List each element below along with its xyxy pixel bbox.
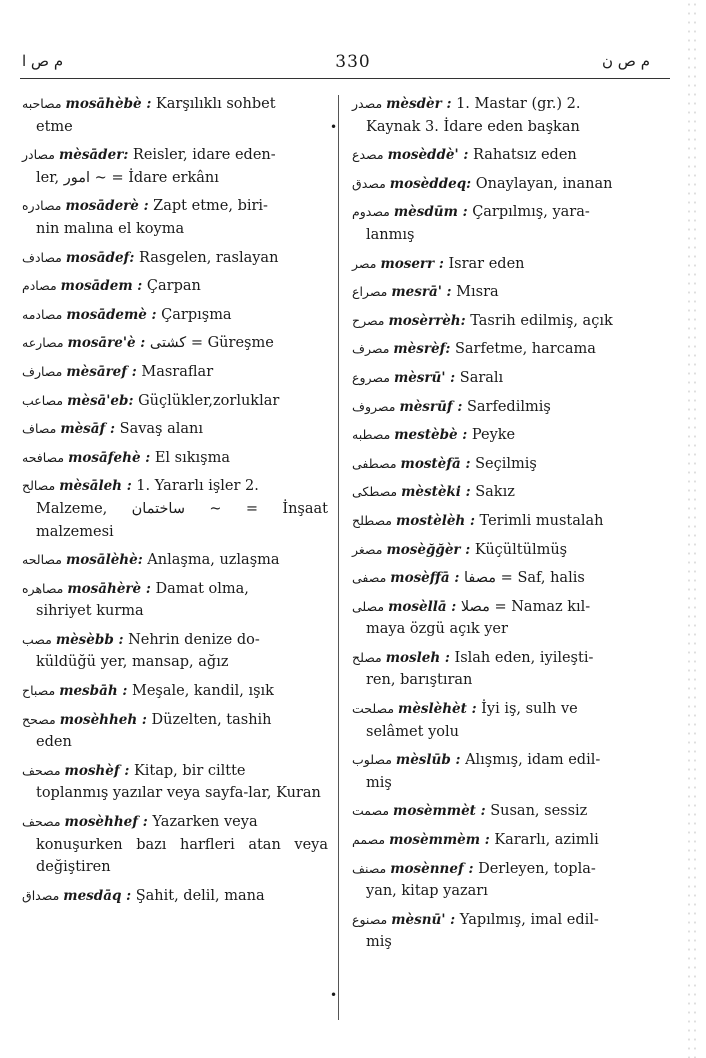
definition: Çarpışma: [161, 306, 232, 323]
definition: Kitap, bir ciltte: [133, 762, 246, 779]
arabic-headword: مصطبه: [352, 427, 391, 443]
transliterated-headword: mosāre'è :: [67, 335, 146, 352]
dictionary-entry: [22, 447, 328, 470]
dictionary-entry: [352, 424, 650, 447]
definition: Savaş alanı: [119, 421, 204, 438]
definition: كشتى = Güreşme: [149, 335, 274, 352]
dictionary-entry: [352, 800, 650, 823]
arabic-headword: مصروع: [352, 369, 390, 385]
arabic-headword: مصداق: [22, 887, 60, 903]
transliterated-headword: mèslèhèt :: [398, 701, 477, 718]
definition: Çarpan: [146, 278, 201, 295]
dictionary-entry: [22, 549, 328, 572]
transliterated-headword: mèsnū' :: [391, 911, 456, 928]
dictionary-entry: [352, 310, 650, 333]
transliterated-headword: mèsrūf :: [399, 398, 463, 415]
arabic-headword: مصافحه: [22, 449, 65, 465]
dictionary-entry: [352, 253, 650, 276]
transliterated-headword: mesdāq :: [63, 887, 132, 904]
transliterated-headword: mosèrrèh:: [388, 312, 466, 329]
definition: 1. Mastar (gr.) 2.: [456, 96, 581, 112]
definition: Küçültülmüş: [474, 541, 568, 558]
dictionary-entry: [352, 567, 650, 590]
stray-mark: •: [330, 120, 338, 134]
arabic-headword: مصالح: [22, 478, 56, 494]
definition: Mısra: [456, 284, 499, 301]
arabic-headword: مصالحه: [22, 552, 62, 568]
definition: İyi iş, sulh ve: [481, 701, 578, 718]
arabic-headword: مصاف: [22, 421, 57, 437]
transliterated-headword: mesbāh :: [59, 683, 128, 700]
arabic-headword: مصاعب: [22, 392, 64, 408]
definition-continuation: ren, barıştıran: [366, 672, 473, 689]
definition: Alışmış, idam edil-: [465, 752, 601, 769]
transliterated-headword: mosèddè' :: [387, 147, 469, 164]
definition: Zapt etme, biri-: [153, 198, 268, 215]
dictionary-entry: [352, 396, 650, 419]
arabic-headword: مصادمه: [22, 306, 63, 322]
right-column: [352, 93, 650, 960]
arabic-headword: مصغر: [352, 541, 383, 557]
definition: Meşale, kandil, ışık: [131, 683, 274, 700]
transliterated-headword: mosleh :: [385, 649, 450, 666]
transliterated-headword: mosèhhef :: [64, 814, 148, 831]
transliterated-headword: mèsāref :: [66, 363, 137, 380]
transliterated-headword: mèsāleh :: [59, 478, 132, 495]
definition: Susan, sessiz: [490, 803, 588, 820]
dictionary-entry: [22, 390, 328, 413]
definition-continuation: sihriyet kurma: [36, 603, 144, 620]
arabic-headword: مصمت: [352, 803, 390, 819]
dictionary-entry: [22, 93, 328, 138]
header-rule: [20, 78, 670, 79]
arabic-headword: مصلح: [352, 649, 382, 665]
running-head-left: م ص ا: [22, 52, 64, 70]
definition: 1. Yararlı işler 2.: [136, 478, 259, 495]
transliterated-headword: mostèfā :: [400, 455, 471, 472]
definition: Sarfedilmiş: [466, 398, 551, 415]
definition-continuation: konuşurken bazı harfleri atan veya değiştiren: [36, 836, 328, 876]
arabic-headword: مصارف: [22, 363, 63, 379]
dictionary-entry: [352, 93, 650, 138]
arabic-headword: مصنوع: [352, 911, 388, 927]
definition: Tasrih edilmiş, açık: [470, 312, 613, 329]
transliterated-headword: mèsrèf:: [393, 341, 451, 358]
left-column: [22, 93, 328, 913]
dictionary-entry: [352, 596, 650, 641]
dictionary-entry: [352, 201, 650, 246]
definition: Anlaşma, uzlaşma: [147, 552, 280, 569]
definition-continuation: selâmet yolu: [366, 723, 459, 740]
arabic-headword: مصحح: [22, 711, 56, 727]
definition: Nehrin denize do-: [128, 631, 260, 648]
transliterated-headword: mosèğğèr :: [386, 541, 471, 558]
transliterated-headword: mèsāf :: [60, 421, 116, 438]
arabic-headword: مصنف: [352, 860, 387, 876]
arabic-headword: مصطلح: [352, 512, 392, 528]
transliterated-headword: mosèffā :: [390, 570, 460, 587]
dictionary-entry: [22, 195, 328, 240]
transliterated-headword: mosādem :: [60, 278, 143, 295]
dictionary-entry: [22, 475, 328, 543]
arabic-headword: مصفى: [352, 570, 387, 586]
arabic-headword: مصدر: [352, 96, 383, 111]
transliterated-headword: mèslūb :: [395, 752, 461, 769]
dictionary-entry: [22, 811, 328, 879]
transliterated-headword: mèsèbb :: [55, 631, 124, 648]
arabic-headword: مصحف: [22, 762, 61, 778]
arabic-headword: مصراع: [352, 284, 388, 300]
arabic-headword: مصارعه: [22, 335, 64, 351]
definition: Reisler, idare eden-: [132, 147, 276, 164]
arabic-headword: مصدع: [352, 147, 384, 163]
arabic-headword: مصباح: [22, 683, 56, 699]
definition: Sarfetme, harcama: [454, 341, 596, 358]
dictionary-entry: [22, 332, 328, 355]
dictionary-entry: [352, 453, 650, 476]
transliterated-headword: mosāhèbè :: [65, 96, 152, 112]
definition-continuation: Malzeme, ساختمان ~ = İnşaat malzemesi: [36, 500, 328, 540]
transliterated-headword: mosālèhè:: [65, 552, 143, 569]
arabic-headword: مصر: [352, 255, 377, 271]
transliterated-headword: mèstèki :: [401, 484, 471, 501]
definition: Karşılıklı sohbet: [155, 96, 276, 112]
arabic-headword: مصلى: [352, 598, 385, 614]
definition-continuation: miş: [366, 934, 392, 951]
arabic-headword: مصدوم: [352, 204, 390, 220]
definition: Güçlükler,zorluklar: [138, 392, 280, 409]
definition: Seçilmiş: [475, 455, 537, 472]
dictionary-entry: [22, 361, 328, 384]
transliterated-headword: mèsā'eb:: [67, 392, 134, 409]
transliterated-headword: mosādemè :: [66, 306, 157, 323]
page-number: 330: [335, 52, 371, 72]
definition: Israr eden: [448, 255, 525, 272]
dictionary-entry: [352, 698, 650, 743]
definition: El sıkışma: [154, 449, 230, 466]
dictionary-entry: [352, 481, 650, 504]
transliterated-headword: mosādef:: [65, 249, 135, 266]
dictionary-entry: [22, 144, 328, 189]
definition-continuation: etme: [36, 118, 73, 135]
definition: Saralı: [459, 369, 504, 386]
transliterated-headword: mosèhheh :: [59, 711, 147, 728]
transliterated-headword: mosèddeq:: [389, 175, 472, 192]
dictionary-entry: [22, 418, 328, 441]
arabic-headword: مصادم: [22, 278, 57, 294]
arabic-headword: مصمم: [352, 832, 386, 848]
arabic-headword: مصادف: [22, 249, 62, 265]
transliterated-headword: mosāfehè :: [68, 449, 151, 466]
arabic-headword: مصروف: [352, 398, 396, 414]
definition: Masraflar: [141, 363, 214, 380]
transliterated-headword: mèsrū' :: [393, 369, 456, 386]
dictionary-entry: [22, 709, 328, 754]
definition-continuation: toplanmış yazılar veya sayfa-lar, Kuran: [36, 785, 321, 802]
definition: Yazarken veya: [152, 814, 258, 831]
definition-continuation: yan, kitap yazarı: [366, 883, 488, 900]
definition-continuation: ler, امور ~ = İdare erkânı: [36, 169, 219, 186]
arabic-headword: مصطكى: [352, 484, 398, 500]
arabic-headword: مصادره: [22, 198, 62, 214]
dictionary-entry: [352, 829, 650, 852]
definition: Rasgelen, raslayan: [138, 249, 279, 266]
dictionary-entry: [22, 275, 328, 298]
transliterated-headword: moshèf :: [64, 762, 130, 779]
arabic-headword: مصدق: [352, 175, 386, 191]
arabic-headword: مصلوب: [352, 752, 392, 768]
dictionary-entry: [22, 629, 328, 674]
definition-continuation: maya özgü açık yer: [366, 621, 508, 638]
definition: Peyke: [471, 427, 516, 444]
transliterated-headword: mèsdèr :: [386, 96, 452, 112]
transliterated-headword: mosāderè :: [65, 198, 149, 215]
definition-continuation: lanmış: [366, 226, 415, 243]
transliterated-headword: mosāhèrè :: [67, 580, 151, 597]
definition: مصفا = Saf, halis: [463, 570, 585, 587]
definition: Islah eden, iyileşti-: [454, 649, 594, 666]
dictionary-entry: [22, 578, 328, 623]
dictionary-entry: [352, 909, 650, 954]
transliterated-headword: mesrā' :: [391, 284, 452, 301]
transliterated-headword: mostèlèh :: [396, 512, 475, 529]
transliterated-headword: mosèmmèt :: [393, 803, 486, 820]
dictionary-entry: [352, 539, 650, 562]
definition: Yapılmış, imal edil-: [459, 911, 599, 928]
arabic-headword: مصاحبه: [22, 96, 62, 111]
dictionary-entry: [352, 338, 650, 361]
dictionary-entry: [352, 367, 650, 390]
transliterated-headword: mèsdūm :: [393, 204, 468, 221]
arabic-headword: مصادر: [22, 147, 55, 163]
arabic-headword: مصحف: [22, 814, 61, 830]
arabic-headword: مصلحت: [352, 701, 395, 717]
transliterated-headword: mosèmmèm :: [389, 832, 490, 849]
definition: Çarpılmış, yara-: [472, 204, 590, 221]
dictionary-entry: [352, 858, 650, 903]
arabic-headword: مصاهره: [22, 580, 64, 596]
arabic-headword: مصرف: [352, 341, 390, 357]
definition: Onaylayan, inanan: [475, 175, 613, 192]
transliterated-headword: mosèllā :: [388, 598, 457, 615]
transliterated-headword: moserr :: [380, 255, 444, 272]
dictionary-entry: [352, 144, 650, 167]
arabic-headword: مصرح: [352, 312, 385, 328]
definition: Terimli mustalah: [479, 512, 604, 529]
definition: Şahit, delil, mana: [135, 887, 265, 904]
transliterated-headword: mestèbè :: [394, 427, 468, 444]
definition-continuation: küldüğü yer, mansap, ağız: [36, 654, 229, 671]
definition: Kararlı, azimli: [494, 832, 599, 849]
dictionary-entry: [22, 760, 328, 805]
dictionary-entry: [352, 281, 650, 304]
dictionary-entry: [352, 749, 650, 794]
dictionary-entry: [22, 885, 328, 908]
dictionary-entry: [22, 247, 328, 270]
scan-edge-noise: [686, 0, 700, 1058]
definition-continuation: eden: [36, 734, 72, 751]
definition: Düzelten, tashih: [151, 711, 272, 728]
dictionary-entry: [352, 510, 650, 533]
dictionary-entry: [22, 680, 328, 703]
definition: Derleyen, topla-: [478, 860, 596, 877]
definition-continuation: miş: [366, 774, 392, 791]
dictionary-entry: [352, 173, 650, 196]
transliterated-headword: mosènnef :: [390, 860, 474, 877]
column-divider: [338, 95, 339, 1020]
definition-continuation: nin malına el koyma: [36, 220, 185, 237]
arabic-headword: مصطفى: [352, 455, 397, 471]
transliterated-headword: mèsāder:: [58, 147, 129, 164]
definition: Rahatsız eden: [472, 147, 577, 164]
dictionary-entry: [352, 647, 650, 692]
stray-mark: •: [330, 988, 338, 1002]
dictionary-entry: [22, 304, 328, 327]
definition: Sakız: [475, 484, 515, 501]
running-head-right: م ص ن: [602, 52, 650, 70]
definition: Damat olma,: [155, 580, 249, 597]
arabic-headword: مصب: [22, 631, 52, 647]
definition: مصلا = Namaz kıl-: [460, 598, 591, 615]
definition-continuation: Kaynak 3. İdare eden başkan: [366, 118, 580, 135]
